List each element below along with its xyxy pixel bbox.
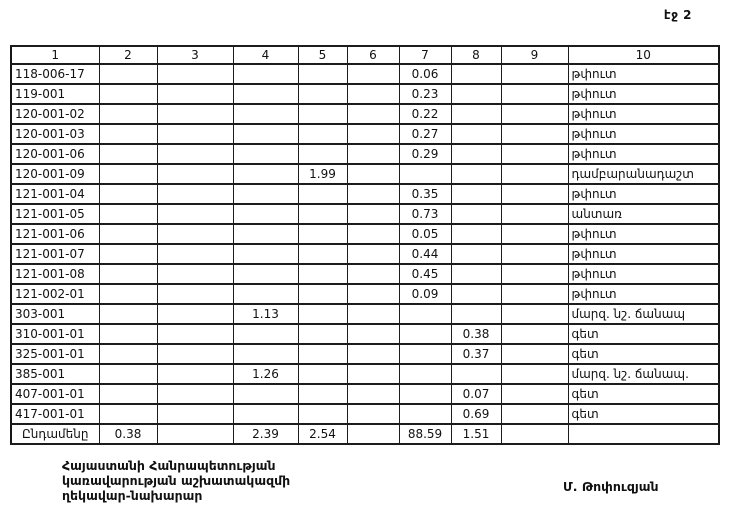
table-cell <box>298 344 347 364</box>
table-cell <box>347 324 399 344</box>
table-header-cell: 10 <box>568 46 719 64</box>
table-cell: 0.22 <box>399 104 451 124</box>
table-cell: գետ <box>568 344 719 364</box>
table-cell: 0.38 <box>451 324 501 344</box>
table-cell: 1.13 <box>233 304 298 324</box>
table-cell: 121-001-07 <box>11 244 99 264</box>
table-row <box>11 84 719 104</box>
table-cell <box>347 204 399 224</box>
table-cell: 0.07 <box>451 384 501 404</box>
table-cell <box>157 104 233 124</box>
table-cell: թփուտ <box>568 184 719 204</box>
table-cell: 2.54 <box>298 424 347 444</box>
table-cell <box>347 424 399 444</box>
table-cell <box>347 124 399 144</box>
table-cell <box>233 344 298 364</box>
table-row <box>11 144 719 164</box>
table-cell: 121-002-01 <box>11 284 99 304</box>
table-cell <box>501 384 568 404</box>
table-row <box>11 184 719 204</box>
table-cell <box>347 144 399 164</box>
table-cell <box>451 84 501 104</box>
table-cell <box>99 84 157 104</box>
table-cell <box>233 164 298 184</box>
table-cell <box>157 424 233 444</box>
table-cell: գետ <box>568 324 719 344</box>
table-cell <box>157 264 233 284</box>
table-cell <box>501 204 568 224</box>
table-cell: թփուտ <box>568 144 719 164</box>
table-cell <box>157 384 233 404</box>
table-cell <box>347 164 399 184</box>
table-cell <box>157 284 233 304</box>
table-cell <box>99 384 157 404</box>
table-cell <box>233 384 298 404</box>
table-cell <box>501 424 568 444</box>
table-cell: գետ <box>568 384 719 404</box>
table-cell <box>99 244 157 264</box>
table-cell: թփուտ <box>568 284 719 304</box>
table-cell: 0.37 <box>451 344 501 364</box>
table-cell <box>298 384 347 404</box>
table-row <box>11 364 719 384</box>
table-cell <box>99 344 157 364</box>
table-cell: 407-001-01 <box>11 384 99 404</box>
table-cell <box>347 64 399 84</box>
table-cell: 1.51 <box>451 424 501 444</box>
table-cell: թփուտ <box>568 224 719 244</box>
table-cell <box>157 244 233 264</box>
table-header-row <box>11 46 719 64</box>
table-cell: դամբարանադաշտ <box>568 164 719 184</box>
table-cell: 120-001-09 <box>11 164 99 184</box>
table-cell: 0.23 <box>399 84 451 104</box>
table-cell: թփուտ <box>568 244 719 264</box>
table-cell <box>501 184 568 204</box>
table-cell: 0.69 <box>451 404 501 424</box>
total-row <box>11 424 719 444</box>
table-cell <box>157 344 233 364</box>
table-cell <box>298 284 347 304</box>
table-cell <box>99 304 157 324</box>
table-cell <box>399 324 451 344</box>
table-cell <box>347 224 399 244</box>
table-cell <box>451 264 501 284</box>
table-cell <box>451 164 501 184</box>
table-cell <box>298 224 347 244</box>
table-row <box>11 64 719 84</box>
table-header-cell: 7 <box>399 46 451 64</box>
table-cell <box>99 144 157 164</box>
table-cell <box>233 284 298 304</box>
table-cell: 120-001-02 <box>11 104 99 124</box>
table-cell <box>451 284 501 304</box>
table-cell: 118-006-17 <box>11 64 99 84</box>
table-cell <box>451 224 501 244</box>
table-cell <box>233 204 298 224</box>
table-cell: 0.27 <box>399 124 451 144</box>
table-cell <box>157 224 233 244</box>
table-header-cell: 1 <box>11 46 99 64</box>
table-cell <box>399 304 451 324</box>
table-cell <box>233 404 298 424</box>
table-cell <box>298 364 347 384</box>
table-row <box>11 164 719 184</box>
table-cell <box>451 244 501 264</box>
table-cell <box>451 64 501 84</box>
table-cell <box>99 104 157 124</box>
table-cell <box>501 304 568 324</box>
table-cell <box>347 244 399 264</box>
table-row <box>11 284 719 304</box>
table-row <box>11 204 719 224</box>
table-cell: թփուտ <box>568 64 719 84</box>
table-cell <box>233 104 298 124</box>
table-cell <box>298 144 347 164</box>
table-cell: 121-001-06 <box>11 224 99 244</box>
table-cell <box>233 84 298 104</box>
table-cell: 385-001 <box>11 364 99 384</box>
table-cell: 121-001-04 <box>11 184 99 204</box>
table-cell: 0.45 <box>399 264 451 284</box>
table-cell <box>347 284 399 304</box>
table-cell: 120-001-03 <box>11 124 99 144</box>
table-cell <box>99 264 157 284</box>
table-cell <box>451 124 501 144</box>
table-cell <box>501 104 568 124</box>
table-cell: գետ <box>568 404 719 424</box>
table-cell <box>233 224 298 244</box>
table-cell <box>99 124 157 144</box>
table-cell <box>501 344 568 364</box>
table-cell: 325-001-01 <box>11 344 99 364</box>
table-cell <box>233 184 298 204</box>
table-cell <box>233 324 298 344</box>
table-row <box>11 224 719 244</box>
table-cell <box>347 304 399 324</box>
table-cell <box>99 184 157 204</box>
table-cell <box>298 104 347 124</box>
table-cell: 2.39 <box>233 424 298 444</box>
table-row <box>11 264 719 284</box>
table-cell: 0.05 <box>399 224 451 244</box>
table-cell: Ընդամենը <box>11 424 99 444</box>
table-cell <box>233 144 298 164</box>
table-header-cell: 4 <box>233 46 298 64</box>
table-cell <box>99 364 157 384</box>
signer-name: Մ. Թոփուզյան <box>563 479 659 494</box>
table-cell <box>501 404 568 424</box>
table-cell <box>99 284 157 304</box>
table-cell <box>501 164 568 184</box>
table-cell <box>347 384 399 404</box>
table-cell <box>157 84 233 104</box>
table-cell: թփուտ <box>568 104 719 124</box>
land-parcels-table <box>10 45 720 445</box>
table-cell <box>451 184 501 204</box>
table-cell: 310-001-01 <box>11 324 99 344</box>
table-cell: 120-001-06 <box>11 144 99 164</box>
table-cell <box>233 124 298 144</box>
table-cell <box>501 64 568 84</box>
table-cell <box>233 264 298 284</box>
table-cell <box>298 304 347 324</box>
table-row <box>11 384 719 404</box>
table-cell: 1.99 <box>298 164 347 184</box>
table-cell <box>157 184 233 204</box>
table-row <box>11 304 719 324</box>
table-cell: թփուտ <box>568 124 719 144</box>
table-cell <box>501 144 568 164</box>
table-cell <box>347 264 399 284</box>
table-header-cell: 6 <box>347 46 399 64</box>
org-line: կառավարության աշխատակազմի <box>62 473 291 488</box>
table-cell <box>233 64 298 84</box>
table-cell: 121-001-08 <box>11 264 99 284</box>
table-cell: 0.29 <box>399 144 451 164</box>
table-cell <box>157 304 233 324</box>
table-row <box>11 344 719 364</box>
table-cell <box>99 404 157 424</box>
table-header-cell: 2 <box>99 46 157 64</box>
table-cell <box>399 384 451 404</box>
table-cell <box>399 404 451 424</box>
table-cell <box>99 324 157 344</box>
table-cell <box>157 324 233 344</box>
table-cell: 119-001 <box>11 84 99 104</box>
table-cell <box>298 404 347 424</box>
table-row <box>11 244 719 264</box>
table-cell <box>347 364 399 384</box>
table-cell: մարզ. նշ. ճանապ <box>568 304 719 324</box>
table-cell: 0.06 <box>399 64 451 84</box>
table-cell <box>501 364 568 384</box>
table-cell: 0.35 <box>399 184 451 204</box>
table-cell <box>298 264 347 284</box>
table-cell <box>157 144 233 164</box>
table-cell <box>347 104 399 124</box>
table-cell <box>157 404 233 424</box>
page-number-label: էջ 2 <box>663 8 692 22</box>
table-cell <box>99 224 157 244</box>
table-cell <box>298 204 347 224</box>
table-cell <box>568 424 719 444</box>
table-cell <box>451 364 501 384</box>
org-line: ղեկավար-նախարար <box>62 488 203 503</box>
table-cell <box>298 244 347 264</box>
table-cell: 0.73 <box>399 204 451 224</box>
table-header-cell: 8 <box>451 46 501 64</box>
table-cell <box>298 324 347 344</box>
footer-org-block <box>62 458 290 503</box>
table-cell <box>501 284 568 304</box>
table-cell: թփուտ <box>568 264 719 284</box>
table-cell <box>501 324 568 344</box>
table-cell <box>451 144 501 164</box>
org-line: Հայաստանի Հանրապետության <box>62 458 276 473</box>
table-cell <box>399 364 451 384</box>
table-cell <box>347 184 399 204</box>
table-cell <box>298 184 347 204</box>
table-cell: 0.38 <box>99 424 157 444</box>
table-cell: 0.09 <box>399 284 451 304</box>
table-header-cell: 5 <box>298 46 347 64</box>
table-cell <box>99 64 157 84</box>
table-cell <box>399 164 451 184</box>
table-cell <box>501 124 568 144</box>
table-cell <box>451 204 501 224</box>
table-cell <box>298 84 347 104</box>
table-cell <box>451 104 501 124</box>
table-cell <box>347 344 399 364</box>
table-cell <box>157 124 233 144</box>
table-row <box>11 104 719 124</box>
table-cell <box>99 164 157 184</box>
table-cell: մարզ. նշ. ճանապ. <box>568 364 719 384</box>
table-cell: թփուտ <box>568 84 719 104</box>
table-cell <box>157 204 233 224</box>
table-row <box>11 404 719 424</box>
table-cell: 88.59 <box>399 424 451 444</box>
table-header-cell: 9 <box>501 46 568 64</box>
table-cell <box>298 64 347 84</box>
table-cell: 417-001-01 <box>11 404 99 424</box>
table-cell: 303-001 <box>11 304 99 324</box>
table-cell: 121-001-05 <box>11 204 99 224</box>
table-cell: անտառ <box>568 204 719 224</box>
table-cell <box>347 404 399 424</box>
table-cell: 0.44 <box>399 244 451 264</box>
table-cell: 1.26 <box>233 364 298 384</box>
table-cell <box>501 84 568 104</box>
table-cell <box>157 64 233 84</box>
table-cell <box>501 244 568 264</box>
table-cell <box>298 124 347 144</box>
table-cell <box>233 244 298 264</box>
table-header-cell: 3 <box>157 46 233 64</box>
table-cell <box>501 264 568 284</box>
table-row <box>11 124 719 144</box>
table-cell <box>99 204 157 224</box>
table-cell <box>157 364 233 384</box>
table-cell <box>399 344 451 364</box>
table-cell <box>501 224 568 244</box>
table-cell <box>347 84 399 104</box>
table-row <box>11 324 719 344</box>
table-cell <box>451 304 501 324</box>
table-cell <box>157 164 233 184</box>
